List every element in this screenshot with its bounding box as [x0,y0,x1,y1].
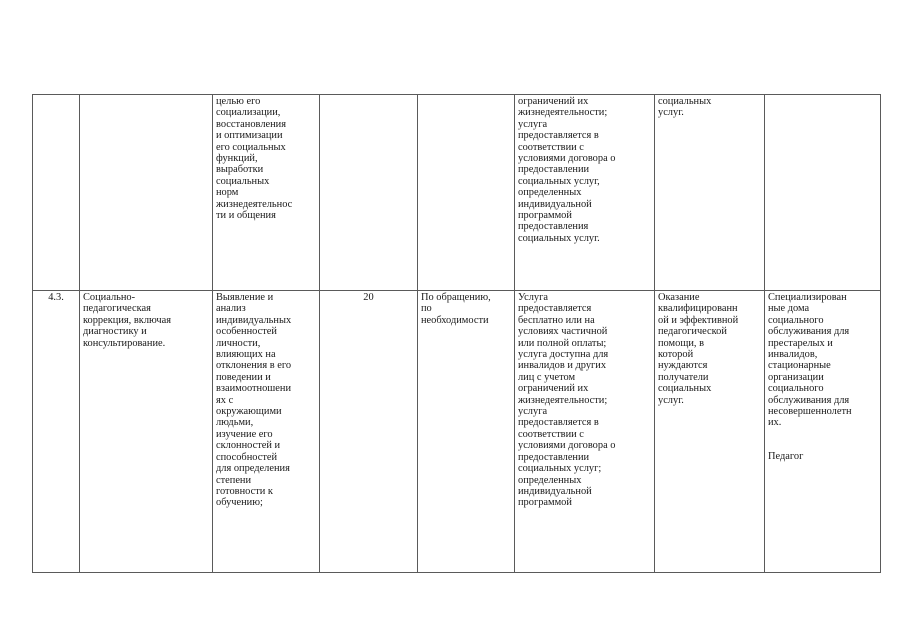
row-number: 4.3. [48,292,64,303]
cell-service-name [80,95,213,291]
purpose-text: целью его социализации, восстановления и оптимизации его социальных функций, выработки социальных норм жизнедеятельнос ти и общения [216,96,293,222]
staff-text: Педагог [768,450,804,462]
providers-text: Специализирован ные дома социального обслуживания для престарелых и инвалидов, стационарные организации социального обслуживания для несовершеннолетн их. [768,292,852,429]
quality-text: Оказание квалифицированн ой и эффективной педагогической помощи, в которой нуждаются получатели социальных услуг. [658,292,739,406]
cell-time [320,95,418,291]
cell-providers [765,95,881,291]
cell-number [33,95,80,291]
cell-time [320,291,418,573]
conditions-text: ограничений их жизнедеятельности; услуга предоставляется в соответствии с условиями договора о предоставлении социальных услуг, определенных индивидуальной программой предоставления социальных услуг. [518,96,616,244]
table-row-continued [33,95,881,291]
time-value: 20 [363,292,374,303]
cell-purpose [213,95,320,291]
cell-frequency [418,95,515,291]
quality-text: социальных услуг. [658,96,712,119]
frequency-text: По обращению, по необходимости [421,292,491,326]
cell-number [33,291,80,573]
cell-frequency [418,291,515,573]
service-name-text: Социально- педагогическая коррекция, включая диагностику и консультирование. [83,292,171,349]
conditions-text: Услуга предоставляется бесплатно или на условиях частичной или полной оплаты; услуга доступна для инвалидов и других лиц с учетом ограничений их жизнедеятельности; услуга предоставляется в соответствии с условиями договора о предоставлении социальных услуг; определенных индивидуальной программой [518,292,616,509]
cell-service-name [80,291,213,573]
purpose-text: Выявление и анализ индивидуальных особенностей личности, влияющих на отклонения в его поведении и взаимоотношени ях с окружающими людьми, изучение его склонностей и способностей для определения степени готовности к обучению; [216,292,292,509]
table-row-4-3 [33,291,881,573]
cell-providers [765,291,881,573]
cell-conditions [515,291,655,573]
services-table [32,94,881,573]
cell-conditions [515,95,655,291]
spacer [768,429,877,451]
cell-quality [655,291,765,573]
cell-purpose [213,291,320,573]
cell-quality [655,95,765,291]
